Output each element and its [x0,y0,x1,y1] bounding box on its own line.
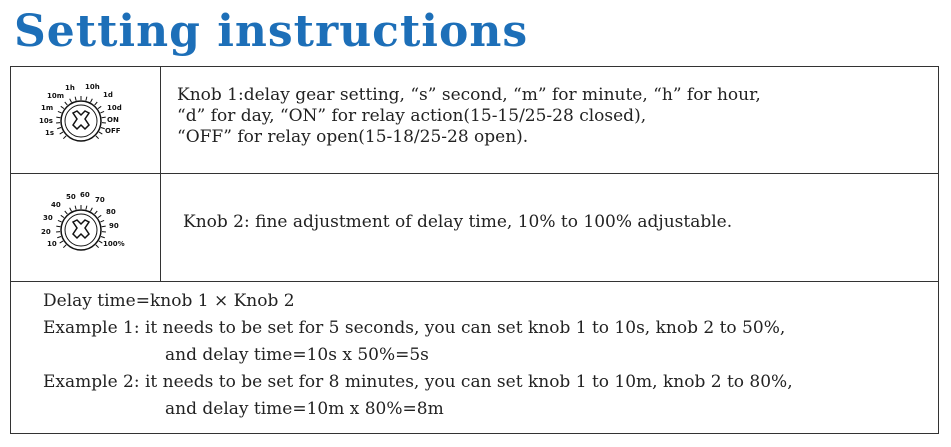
scale-label: 10d [107,104,122,112]
dial-tick [100,220,104,222]
knob2-description: Knob 2: fine adjustment of delay time, 10% to 100% adjustable. [183,212,733,232]
dial-tick [63,136,66,139]
dial-tick [99,132,102,134]
scale-label: 1m [41,104,54,112]
dial-tick [70,208,72,212]
scale-label: 1s [45,129,55,137]
knob1-line: “d” for day, “ON” for relay action(15-15/25-28 closed), [177,106,647,126]
scale-label: 50 [66,193,76,201]
dial-tick [101,236,105,237]
dial-tick [91,208,93,212]
example2-line1: Example 2: it needs to be set for 8 minutes, you can set knob 1 to 10m, knob 2 to 80%, [43,372,793,392]
dial-tick [91,99,93,103]
dial-tick [96,136,99,139]
scale-label: 1h [65,84,75,92]
dial-tick [96,245,99,248]
formula-text: Delay time=knob 1 × Knob 2 [43,291,295,311]
rotary-knob-icon [33,77,133,163]
dial-tick [102,117,106,118]
dial-tick [57,236,61,237]
scale-label: OFF [105,127,121,135]
scale-label: 100% [103,240,125,248]
dial-tick [60,132,63,134]
knob1-line: “OFF” for relay open(15-18/25-28 open). [177,127,529,147]
knob1-line: Knob 1:delay gear setting, “s” second, “m” for minute, “h” for hour, [177,85,761,105]
examples-block [43,288,793,423]
dial-tick [57,127,61,128]
knob2-icon-cell [11,174,161,281]
dial-tick [99,241,102,243]
example1-line1: Example 1: it needs to be set for 5 seconds, you can set knob 1 to 10s, knob 2 to 50%, [43,318,786,338]
scale-label: 10s [39,117,53,125]
dial-tick [100,111,104,113]
knob1-row [11,67,938,174]
dial-tick [75,206,76,210]
dial-tick [98,215,101,217]
instructions-table [10,66,939,434]
dial-tick [60,241,63,243]
dial-tick [95,102,98,105]
knob1-icon-cell [11,67,161,173]
dial-tick [56,117,60,118]
dial-tick [95,211,98,214]
scale-label: 30 [43,214,53,222]
dial-tick [102,226,106,227]
dial-tick [98,106,101,108]
dial-tick [61,215,64,217]
scale-label: 80 [106,208,116,216]
dial-tick [75,97,76,101]
scale-label: 10m [47,92,65,100]
scale-label: ON [107,116,119,124]
scale-label: 10 [47,240,57,248]
dial-tick [58,111,62,113]
scale-label: 1d [103,91,113,99]
knob1-description [177,85,761,148]
scale-label: 70 [95,196,105,204]
scale-label: 40 [51,201,61,209]
dial-tick [61,106,64,108]
example2-line2: and delay time=10m x 80%=8m [165,399,444,419]
example1-line2: and delay time=10s x 50%=5s [165,345,429,365]
rotary-knob-icon [33,184,133,270]
dial-tick [65,211,68,214]
dial-tick [86,97,87,101]
page-title: Setting instructions [14,6,529,57]
examples-row [11,282,938,433]
dial-tick [58,220,62,222]
dial-tick [65,102,68,105]
dial-tick [56,226,60,227]
scale-label: 10h [85,83,100,91]
scale-label: 60 [80,191,90,199]
scale-label: 90 [109,222,119,230]
knob2-row [11,174,938,282]
scale-label: 20 [41,228,51,236]
dial-tick [86,206,87,210]
dial-tick [70,99,72,103]
dial-tick [63,245,66,248]
